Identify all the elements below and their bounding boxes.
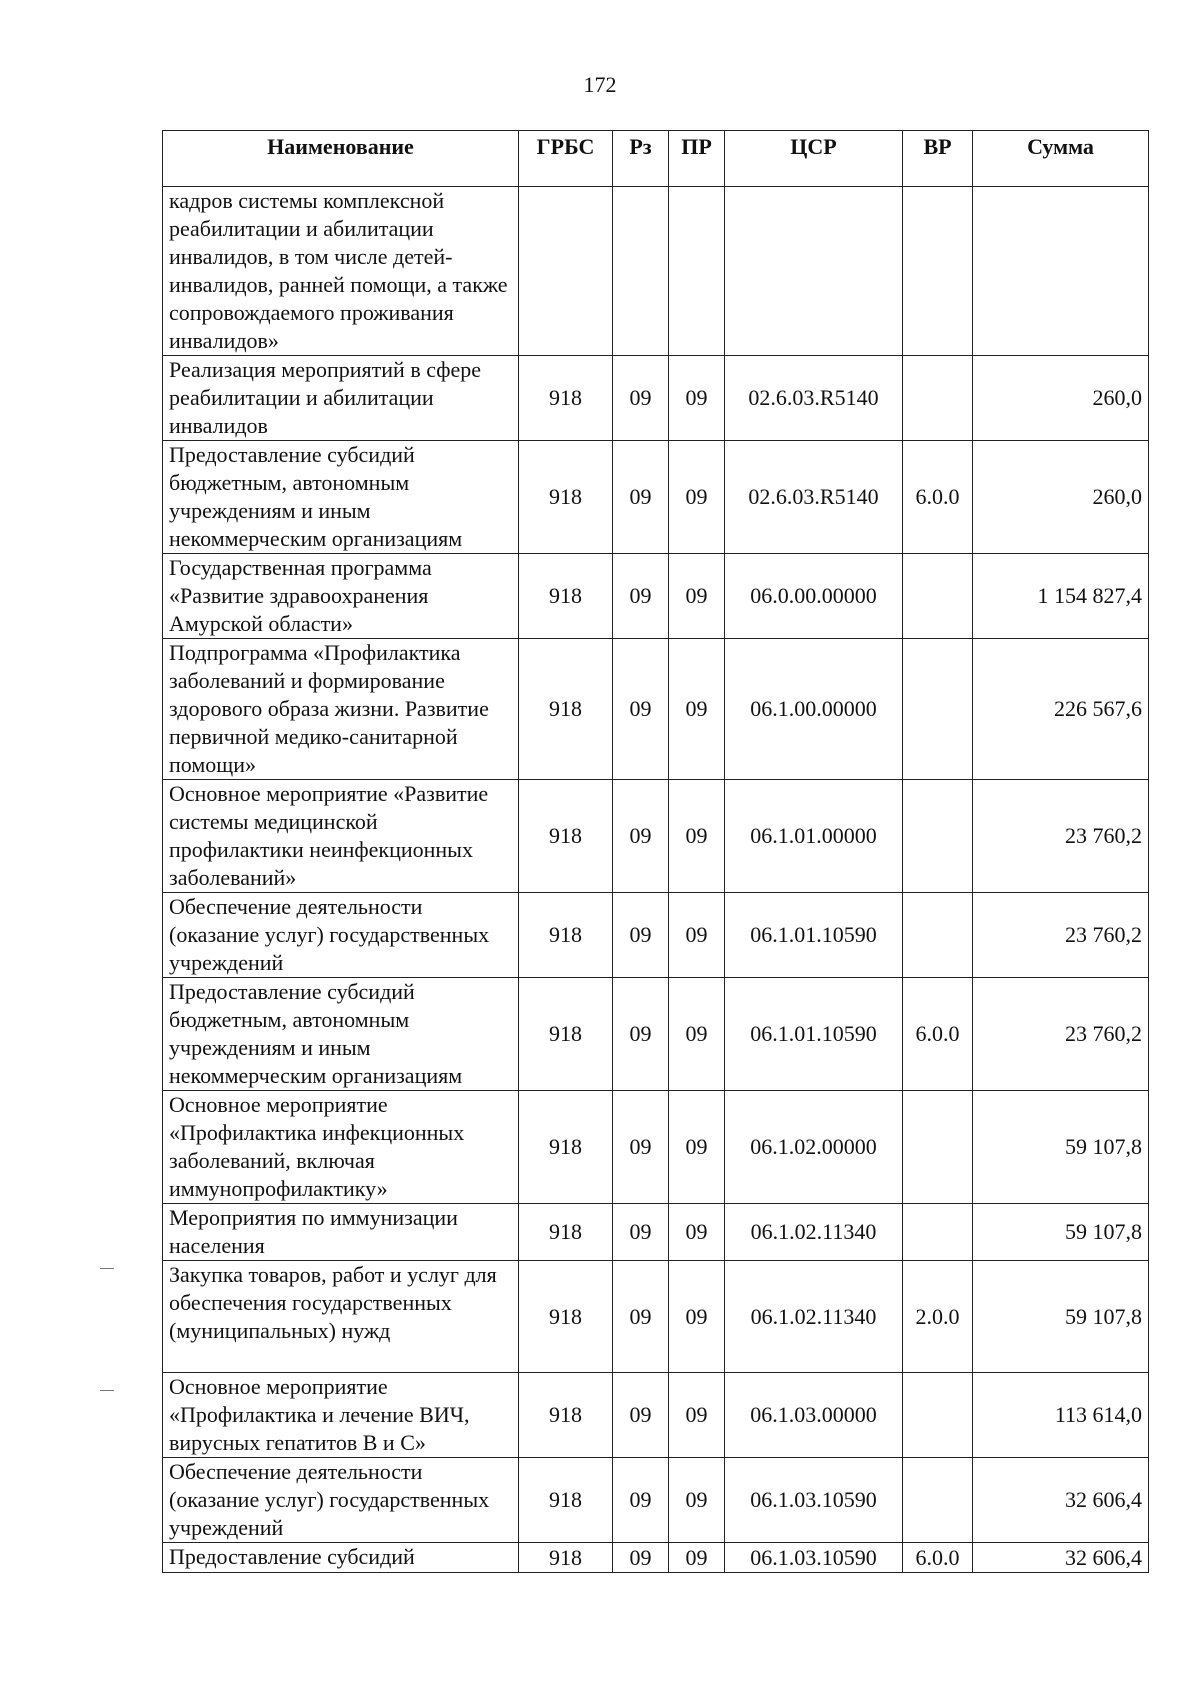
cell-sum: 59 107,8 (973, 1261, 1149, 1373)
cell-name: Реализация мероприятий в сфере реабилитации и абилитации инвалидов (163, 356, 519, 441)
table-row (163, 639, 1149, 780)
cell-vr (903, 356, 973, 441)
cell-grbs: 918 (519, 554, 613, 639)
cell-vr (903, 780, 973, 893)
cell-csr: 06.0.00.00000 (725, 554, 903, 639)
cell-pr: 09 (669, 1373, 725, 1458)
cell-csr: 02.6.03.R5140 (725, 356, 903, 441)
cell-sum: 32 606,4 (973, 1543, 1149, 1573)
table-row (163, 554, 1149, 639)
cell-sum: 113 614,0 (973, 1373, 1149, 1458)
cell-rz: 09 (613, 441, 669, 554)
cell-rz: 09 (613, 639, 669, 780)
cell-sum: 260,0 (973, 356, 1149, 441)
cell-name: Обеспечение деятельности (оказание услуг) государственных учреждений (163, 1458, 519, 1543)
cell-csr: 06.1.02.00000 (725, 1091, 903, 1204)
budget-table-container (162, 130, 1148, 1573)
cell-grbs: 918 (519, 893, 613, 978)
cell-grbs: 918 (519, 1458, 613, 1543)
cell-sum: 32 606,4 (973, 1458, 1149, 1543)
cell-rz: 09 (613, 893, 669, 978)
cell-csr: 06.1.02.11340 (725, 1261, 903, 1373)
table-row (163, 1458, 1149, 1543)
cell-sum: 226 567,6 (973, 639, 1149, 780)
cell-grbs: 918 (519, 1261, 613, 1373)
header-grbs: ГРБС (519, 131, 613, 187)
cell-csr: 06.1.01.10590 (725, 978, 903, 1091)
cell-rz: 09 (613, 978, 669, 1091)
cell-grbs: 918 (519, 639, 613, 780)
cell-grbs: 918 (519, 1373, 613, 1458)
cell-pr: 09 (669, 1204, 725, 1261)
cell-grbs: 918 (519, 441, 613, 554)
header-vr: ВР (903, 131, 973, 187)
cell-csr: 06.1.03.10590 (725, 1543, 903, 1573)
cell-name: Обеспечение деятельности (оказание услуг) государственных учреждений (163, 893, 519, 978)
cell-pr: 09 (669, 978, 725, 1091)
cell-grbs: 918 (519, 1543, 613, 1573)
scan-margin-mark (100, 1390, 114, 1391)
cell-rz: 09 (613, 780, 669, 893)
cell-name: Основное мероприятие «Профилактика инфекционных заболеваний, включая иммунопрофилактику» (163, 1091, 519, 1204)
header-name: Наименование (163, 131, 519, 187)
cell-vr (903, 1204, 973, 1261)
cell-vr (903, 1458, 973, 1543)
cell-sum: 23 760,2 (973, 978, 1149, 1091)
cell-pr: 09 (669, 780, 725, 893)
cell-sum: 1 154 827,4 (973, 554, 1149, 639)
cell-grbs: 918 (519, 356, 613, 441)
cell-vr (903, 1091, 973, 1204)
cell-sum: 59 107,8 (973, 1091, 1149, 1204)
cell-pr: 09 (669, 893, 725, 978)
header-sum: Сумма (973, 131, 1149, 187)
cell-pr: 09 (669, 1091, 725, 1204)
cell-rz: 09 (613, 554, 669, 639)
cell-grbs: 918 (519, 1091, 613, 1204)
table-row (163, 1373, 1149, 1458)
cell-pr (669, 187, 725, 356)
cell-vr (903, 187, 973, 356)
cell-name: Государственная программа «Развитие здравоохранения Амурской области» (163, 554, 519, 639)
cell-csr: 06.1.02.11340 (725, 1204, 903, 1261)
cell-vr: 2.0.0 (903, 1261, 973, 1373)
cell-vr (903, 893, 973, 978)
cell-pr: 09 (669, 1261, 725, 1373)
cell-sum: 260,0 (973, 441, 1149, 554)
table-row (163, 356, 1149, 441)
cell-rz: 09 (613, 1543, 669, 1573)
cell-vr: 6.0.0 (903, 978, 973, 1091)
cell-name: Мероприятия по иммунизации населения (163, 1204, 519, 1261)
cell-pr: 09 (669, 356, 725, 441)
cell-sum (973, 187, 1149, 356)
cell-name: Предоставление субсидий бюджетным, автономным учреждениям и иным некоммерческим организациям (163, 978, 519, 1091)
cell-vr (903, 639, 973, 780)
cell-rz (613, 187, 669, 356)
table-row (163, 441, 1149, 554)
cell-rz: 09 (613, 1373, 669, 1458)
cell-name: Подпрограмма «Профилактика заболеваний и формирование здорового образа жизни. Развитие первичной медико-санитарной помощи» (163, 639, 519, 780)
table-row (163, 978, 1149, 1091)
cell-name: Предоставление субсидий (163, 1543, 519, 1573)
cell-rz: 09 (613, 1091, 669, 1204)
scan-margin-mark (100, 1268, 114, 1269)
header-rz: Рз (613, 131, 669, 187)
table-row (163, 1543, 1149, 1573)
cell-grbs: 918 (519, 780, 613, 893)
table-header-row (163, 131, 1149, 187)
cell-csr: 06.1.01.10590 (725, 893, 903, 978)
table-body (163, 187, 1149, 1573)
budget-table (162, 130, 1149, 1573)
cell-rz: 09 (613, 356, 669, 441)
cell-csr: 06.1.01.00000 (725, 780, 903, 893)
cell-grbs: 918 (519, 1204, 613, 1261)
table-row (163, 187, 1149, 356)
cell-csr: 02.6.03.R5140 (725, 441, 903, 554)
cell-csr: 06.1.03.10590 (725, 1458, 903, 1543)
cell-sum: 59 107,8 (973, 1204, 1149, 1261)
header-pr: ПР (669, 131, 725, 187)
table-row (163, 1261, 1149, 1373)
cell-vr (903, 554, 973, 639)
cell-name: кадров системы комплексной реабилитации и абилитации инвалидов, в том числе детей-инвалидов, ранней помощи, а также сопровождаемого проживания инвалидов» (163, 187, 519, 356)
cell-sum: 23 760,2 (973, 893, 1149, 978)
cell-grbs: 918 (519, 978, 613, 1091)
cell-rz: 09 (613, 1458, 669, 1543)
cell-csr: 06.1.03.00000 (725, 1373, 903, 1458)
header-csr: ЦСР (725, 131, 903, 187)
cell-rz: 09 (613, 1204, 669, 1261)
table-row (163, 1204, 1149, 1261)
cell-grbs (519, 187, 613, 356)
cell-pr: 09 (669, 639, 725, 780)
page-number: 172 (583, 72, 617, 97)
cell-pr: 09 (669, 1543, 725, 1573)
cell-rz: 09 (613, 1261, 669, 1373)
cell-csr: 06.1.00.00000 (725, 639, 903, 780)
cell-name: Закупка товаров, работ и услуг для обеспечения государственных (муниципальных) нужд (163, 1261, 519, 1373)
cell-csr (725, 187, 903, 356)
cell-pr: 09 (669, 1458, 725, 1543)
cell-name: Основное мероприятие «Профилактика и лечение ВИЧ, вирусных гепатитов В и С» (163, 1373, 519, 1458)
cell-vr: 6.0.0 (903, 1543, 973, 1573)
cell-name: Основное мероприятие «Развитие системы медицинской профилактики неинфекционных заболеваний» (163, 780, 519, 893)
cell-vr (903, 1373, 973, 1458)
table-row (163, 780, 1149, 893)
cell-pr: 09 (669, 441, 725, 554)
cell-pr: 09 (669, 554, 725, 639)
cell-vr: 6.0.0 (903, 441, 973, 554)
cell-sum: 23 760,2 (973, 780, 1149, 893)
table-row (163, 1091, 1149, 1204)
cell-name: Предоставление субсидий бюджетным, автономным учреждениям и иным некоммерческим организациям (163, 441, 519, 554)
table-row (163, 893, 1149, 978)
